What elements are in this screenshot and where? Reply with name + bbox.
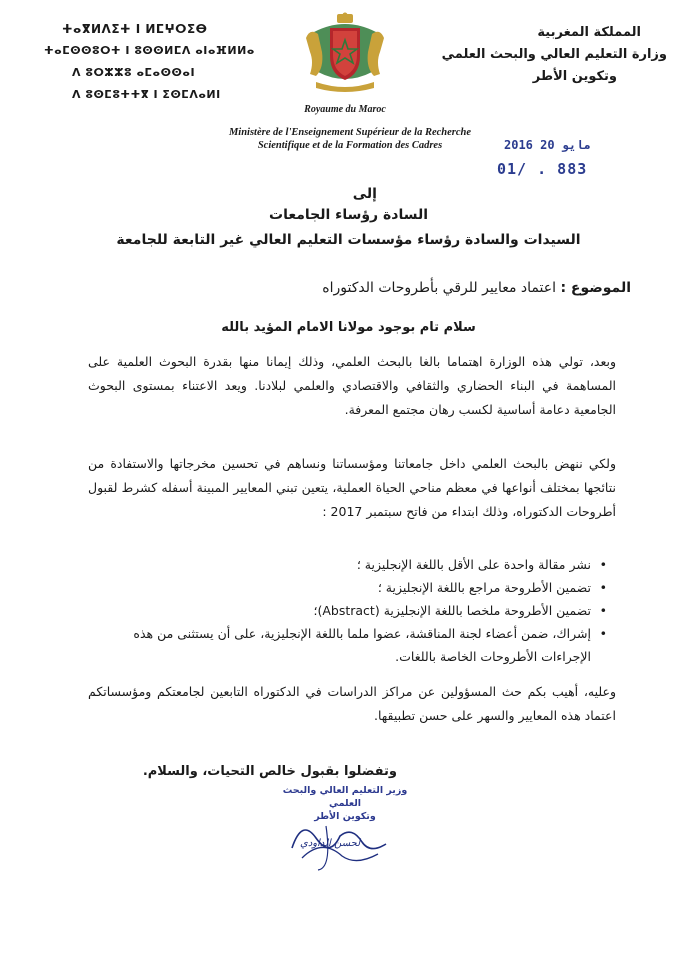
reference-number-stamp: 01/ . 883 (497, 160, 588, 178)
arabic-header (427, 22, 667, 88)
paragraph: وعليه، أهيب بكم حث المسؤولين عن مراكز الدراسات في الدكتوراه التابعين لجامعتكم ومؤسساتكم اعتماد هذه المعايير والسهر على حسن تطبيقها. (88, 684, 616, 723)
closing-line: وتفضلوا بقبول خالص التحيات، والسلام. (142, 764, 397, 779)
signatory-title-line: وزير التعليم العالي والبحث العلمي (282, 785, 408, 809)
subject-label: الموضوع : (560, 280, 631, 296)
royaume-caption: Royaume du Maroc (304, 104, 386, 115)
tifinagh-line: ⵜⴰⵎⵙⵙⵓⵔⵜ ⵏ ⵓⵙⵙⵍⵎⴷ ⴰⵏⴰⴼⵍⵍⴰ (44, 44, 255, 57)
tifinagh-line: ⴷ ⵓⵙⵎⵓⵜⵜⴳ ⵏ ⵉⵙⵎⴷⴰⵍⵏ (72, 88, 221, 101)
ministere-line: Scientifique et de la Formation des Cadres (257, 140, 443, 151)
list-item: • نشر مقالة واحدة على الأقل باللغة الإنجليزية ؛ (356, 557, 607, 572)
subject-text: اعتماد معايير للرقي بأطروحات الدكتوراه (322, 280, 556, 296)
list-item-text: تضمين الأطروحة مراجع باللغة الإنجليزية ؛ (377, 580, 591, 595)
royal-emblem-icon (300, 12, 390, 94)
arabic-header-line: وتكوين الأطر (532, 69, 617, 84)
addressee-line: السيدات والسادة رؤساء مؤسسات التعليم العالي غير التابعة للجامعة (116, 232, 581, 248)
addressee-to: إلى (352, 186, 377, 202)
addressee-line: السادة رؤساء الجامعات (269, 207, 428, 223)
ministere-caption (205, 126, 495, 152)
list-item-text: إشراك، ضمن أعضاء لجنة المناقشة، عضوا ملما باللغة الإنجليزية، على أن يستثنى من هذه الإجراءات الأطروحات الخاصة باللغات. (133, 626, 591, 664)
arabic-header-line: المملكة المغربية (537, 25, 641, 40)
list-item: • تضمين الأطروحة ملخصا باللغة الإنجليزية (Abstract)؛ (313, 603, 607, 618)
salutation: سلام تام بوجود مولانا الامام المؤيد بالله (221, 320, 476, 335)
date-stamp: 2016 مايو 20 (504, 138, 591, 152)
signatory-title-line: وتكوين الأطر (314, 811, 376, 822)
ministere-line: Ministère de l'Enseignement Supérieur de la Recherche (228, 127, 472, 138)
list-item-text: تضمين الأطروحة ملخصا باللغة الإنجليزية (Abstract)؛ (313, 603, 591, 618)
paragraph: وبعد، تولي هذه الوزارة اهتماما بالغا بالبحث العلمي، وذلك إيمانا منها بقدرة البحوث العلمية على المساهمة في البناء الحضاري والثقافي والاقتصادي والعلمي لبلادنا. ويعد الاعتناء بمستوى البحوث الجامعية دعامة أساسية لكسب رهان مجتمع المعرفة. (88, 354, 616, 417)
tifinagh-line: ⴷ ⵓⵔⵣⵣⵓ ⴰⵎⴰⵙⵙⴰⵏ (72, 66, 196, 79)
criteria-list (87, 553, 607, 668)
tifinagh-header (44, 18, 255, 106)
list-item-text: نشر مقالة واحدة على الأقل باللغة الإنجليزية ؛ (356, 557, 591, 572)
paragraph: ولكي ننهض بالبحث العلمي داخل جامعاتنا ومؤسساتنا ونساهم في تحسين مخرجاتها والاستفادة من نتائجها بمختلف أنواعها في معظم مناحي الحياة العملية، يتعين تبني المعايير المبينة أسفله كشرط لقبول أطروحات الدكتوراه، وذلك ابتداء من فاتح سبتمبر 2017 : (88, 456, 616, 519)
signatory-name: لحسن الداودي (300, 838, 361, 849)
list-item: • تضمين الأطروحة مراجع باللغة الإنجليزية ؛ (377, 580, 607, 595)
arabic-header-line: وزارة التعليم العالي والبحث العلمي (441, 47, 667, 62)
list-item: • إشراك، ضمن أعضاء لجنة المناقشة، عضوا ملما باللغة الإنجليزية، على أن يستثنى من هذه الإجراءات الأطروحات الخاصة باللغات. (133, 626, 607, 664)
subject-line (322, 280, 631, 296)
tifinagh-line: ⵜⴰⴳⵍⴷⵉⵜ ⵏ ⵍⵎⵖⵔⵉⴱ (62, 22, 208, 36)
